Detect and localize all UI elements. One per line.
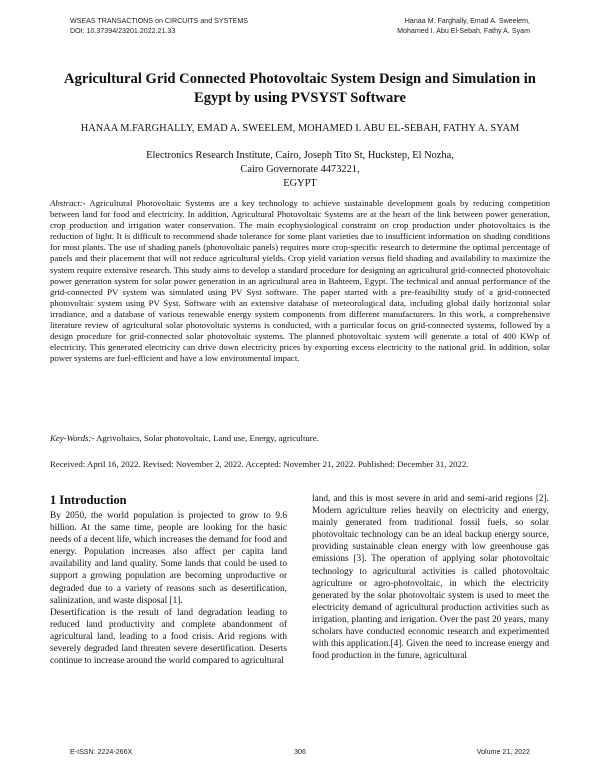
affiliation — [50, 149, 550, 191]
paper-title: Agricultural Grid Connected Photovoltaic System Design and Simulation in Egypt by using PVSYST Software — [64, 71, 536, 106]
journal-name: WSEAS TRANSACTIONS on CIRCUITS and SYSTEMS — [70, 17, 249, 25]
keywords-text: Agrivoltaics, Solar photovoltaic, Land use, Energy, agriculture. — [96, 433, 319, 443]
paragraph: Desertification is the result of land degradation leading to reduced land productivity and complete abandonment of agricultural land, leading to a food crisis. Arid regions with severely degraded land threaten severe desertification. Deserts continue to increase around the world compared to agricultural — [50, 607, 287, 667]
right-column — [312, 493, 549, 662]
author-list: HANAA M.FARGHALLY, EMAD A. SWEELEM, MOHAMED I. ABU EL-SEBAH, FATHY A. SYAM — [80, 123, 520, 134]
doi[interactable]: DOI: 10.37394/23201.2022.21.33 — [70, 26, 176, 35]
affiliation-line: EGYPT — [283, 178, 317, 189]
running-header-left — [70, 17, 248, 36]
paragraph: By 2050, the world population is projected to grow to 9.6 billion. At the same time, people are looking for the basic needs of a decent life, which increases the demand for food and energy. Population increases also affect per capita land availability and land quality. Some lands that could be used to support a growing population are becoming unproductive or degraded due to a variety of reasons such as desertification, salinization, and waste disposal [1]. — [50, 511, 287, 606]
affiliation-line: Cairo Governorate 4473221, — [240, 164, 360, 175]
header-authors-line-1: Hanaa M. Farghally, Emad A. Sweelem, — [404, 17, 530, 25]
affiliation-line: Electronics Research Institute, Cairo, Joseph Tito St, Huckstep, El Nozha, — [146, 150, 454, 161]
footer-volume: Volume 21, 2022 — [476, 748, 530, 756]
abstract-text: Agricultural Photovoltaic Systems are a key technology to achieve sustainable development goals by reducing competition between land for food and electricity. In addition, Agricultural Photovoltaic Systems are at the heart of the link between power generation, crop production and irrigation water conservation. The main ecophysiological constraint on crop production under photovoltaics is the reduction of light. It is difficult to recommend shade tolerance for some plant varieties due to insufficient information on shading conditions for most plants. The use of shading panels (photovoltaic panels) requires more crop-specific research to determine the optimal percentage of panels and their placement that will not reduce agricultural yields. Crop yield variation versus field shading and availability to maximize the system require extensive research. This study aims to develop a standard procedure for designing an agricultural grid-connected photovoltaic power generation system for solar power generation in an agricultural area in Bahteem, Egypt. The technical and annual performance of the grid-connected PV system was simulated using PV Syst software. The paper started with a pre-feasibility study of a grid-connected photovoltaic system using PV Syst. Software with an extensive database of meteorological data, including global daily horizontal solar irradiance, and a database of various renewable energy system components from different manufacturers. In this work, a comprehensive literature review of agricultural solar photovoltaic systems is conducted, with a particular focus on grid-connected systems, followed by a design procedure for grid-connected solar photovoltaic systems. The planned photovoltaic system will generate a total of 400 KWp of electricity. This generated electricity can drive down electricity prices by exporting excess electricity to the national grid. In addition, solar power systems are fuel-efficient and have a low environmental impact. — [50, 198, 550, 364]
keywords — [50, 433, 550, 444]
left-column — [50, 510, 287, 667]
running-header-right — [397, 17, 530, 36]
abstract — [50, 198, 550, 364]
footer-page-number: 306 — [294, 748, 306, 756]
keywords-label: Key-Words:- — [50, 433, 95, 443]
section-heading-introduction: 1 Introduction — [50, 493, 127, 507]
publication-dates: Received: April 16, 2022. Revised: November 2, 2022. Accepted: November 21, 2022. Published: December 31, 2022. — [50, 459, 469, 469]
header-authors-line-2: Mohamed I. Abu El-Sebah, Fathy A. Syam — [397, 26, 530, 35]
paragraph: land, and this is most severe in arid and semi-arid regions [2]. Modern agriculture relies heavily on electricity and energy, mainly generated from traditional fossil fuels, so solar photovoltaic technology can be an ideal backup energy source, providing sustainable clean energy with low greenhouse gas emissions [3]. The operation of applying solar photovoltaic technology to agricultural activities is called photovoltaic agriculture or agro-photovoltaic, in which the electricity generated by the solar photovoltaic system is used to meet the electricity demand of agricultural production activities such as irrigation, planting and irrigation. Over the past 20 years, many scholars have conducted economic research and experimented with this application.[4]. Given the need to increase energy and food production in the future, agricultural — [312, 494, 549, 662]
footer-eissn: E-ISSN: 2224-266X — [70, 748, 133, 756]
abstract-label: Abstract:- — [50, 198, 86, 208]
